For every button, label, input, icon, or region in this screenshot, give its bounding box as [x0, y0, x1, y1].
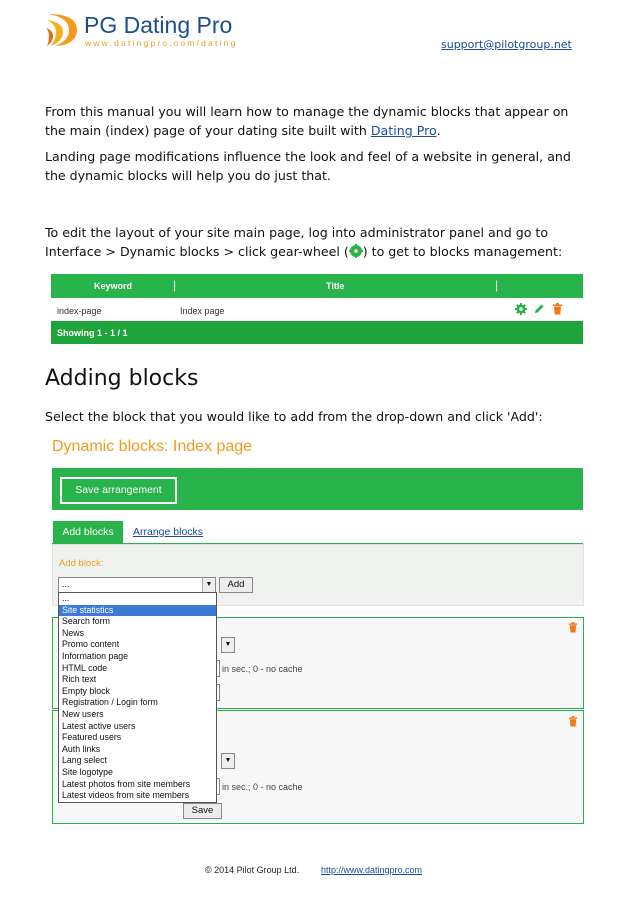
block-dropdown-list[interactable]: [58, 592, 217, 803]
dropdown-option[interactable]: Empty block: [62, 685, 110, 696]
dropdown-option[interactable]: ...: [62, 593, 70, 603]
dropdown-option[interactable]: Promo content: [62, 639, 120, 650]
footer-url-link[interactable]: http://www.datingpro.com: [321, 865, 423, 875]
add-button[interactable]: Add: [219, 577, 253, 593]
cache-note: in sec.; 0 - no cache: [222, 782, 303, 792]
column-keyword: Keyword: [94, 281, 133, 291]
dropdown-option[interactable]: Latest active users: [62, 720, 136, 731]
dropdown-option[interactable]: Featured users: [62, 732, 122, 743]
table-footer: [51, 321, 583, 344]
logo-tagline: www.datingpro.com/dating: [85, 38, 238, 48]
dropdown-option[interactable]: Information page: [62, 650, 129, 661]
logo-text: PG Dating Pro: [84, 12, 233, 38]
section-instruction: Select the block that you would like to add from the drop-down and click 'Add':: [45, 409, 543, 424]
column-divider: |: [173, 278, 177, 292]
dropdown-option[interactable]: Latest videos from site members: [62, 790, 190, 801]
row-keyword: index-page: [57, 306, 102, 316]
blocks-table: [51, 274, 583, 344]
section-heading: Adding blocks: [45, 366, 199, 391]
dropdown-option[interactable]: Site statistics: [59, 605, 216, 617]
dating-pro-link[interactable]: Dating Pro: [370, 123, 437, 138]
add-block-label: Add block:: [59, 558, 104, 569]
intro-paragraph-3: To edit the layout of your site main page, log into administrator panel and go to Interface > Dynamic blocks > click gear-wheel ( ) to get to blocks management:: [45, 225, 563, 259]
dropdown-option[interactable]: Latest photos from site members: [62, 778, 191, 789]
column-divider-2: |: [495, 278, 499, 292]
trash-icon[interactable]: [552, 303, 563, 315]
cache-note: in sec.; 0 - no cache: [222, 664, 303, 674]
dropdown-option[interactable]: New users: [62, 708, 104, 719]
gear-icon[interactable]: [515, 303, 527, 315]
table-header: [51, 274, 583, 298]
trash-icon[interactable]: [568, 622, 578, 633]
copyright: © 2014 Pilot Group Ltd.: [205, 865, 300, 875]
tab-add-blocks[interactable]: Add blocks: [53, 521, 123, 543]
tab-arrange-blocks[interactable]: Arrange blocks: [133, 526, 204, 538]
trash-icon[interactable]: [568, 716, 578, 727]
intro-paragraph-1: From this manual you will learn how to manage the dynamic blocks that appear on the main (index) page of your dating site built with Dating Pro.: [45, 104, 569, 138]
block-select[interactable]: ... ▼: [58, 577, 216, 593]
dropdown-option[interactable]: News: [62, 627, 84, 638]
dropdown-option[interactable]: HTML code: [62, 662, 108, 673]
page-title: Dynamic blocks: Index page: [52, 438, 253, 455]
pagination-text: Showing 1 - 1 / 1: [57, 328, 128, 338]
save-arrangement-button[interactable]: Save arrangement: [60, 477, 177, 504]
dropdown-option[interactable]: Lang select: [62, 755, 107, 766]
gear-icon: [349, 244, 363, 258]
intro-paragraph-2: Landing page modifications influence the look and feel of a website in general, and the dynamic blocks will help you do just that.: [45, 149, 571, 183]
dropdown-option[interactable]: Site logotype: [62, 766, 113, 777]
dropdown-option[interactable]: Auth links: [62, 743, 101, 754]
chevron-down-icon[interactable]: ▼: [221, 753, 235, 769]
chevron-down-icon[interactable]: ▼: [221, 637, 235, 653]
row-title: Index page: [180, 306, 225, 316]
dropdown-option[interactable]: Search form: [62, 616, 110, 627]
support-email-link[interactable]: support@pilotgroup.net: [441, 38, 572, 51]
dropdown-option[interactable]: Registration / Login form: [62, 697, 158, 708]
table-row: [51, 298, 583, 321]
column-title: Title: [326, 281, 345, 291]
logo-icon: [45, 12, 79, 48]
chevron-down-icon[interactable]: ▼: [202, 578, 215, 592]
dropdown-option[interactable]: Rich text: [62, 674, 97, 685]
save-button[interactable]: Save: [183, 803, 222, 819]
pencil-icon[interactable]: [533, 303, 545, 315]
